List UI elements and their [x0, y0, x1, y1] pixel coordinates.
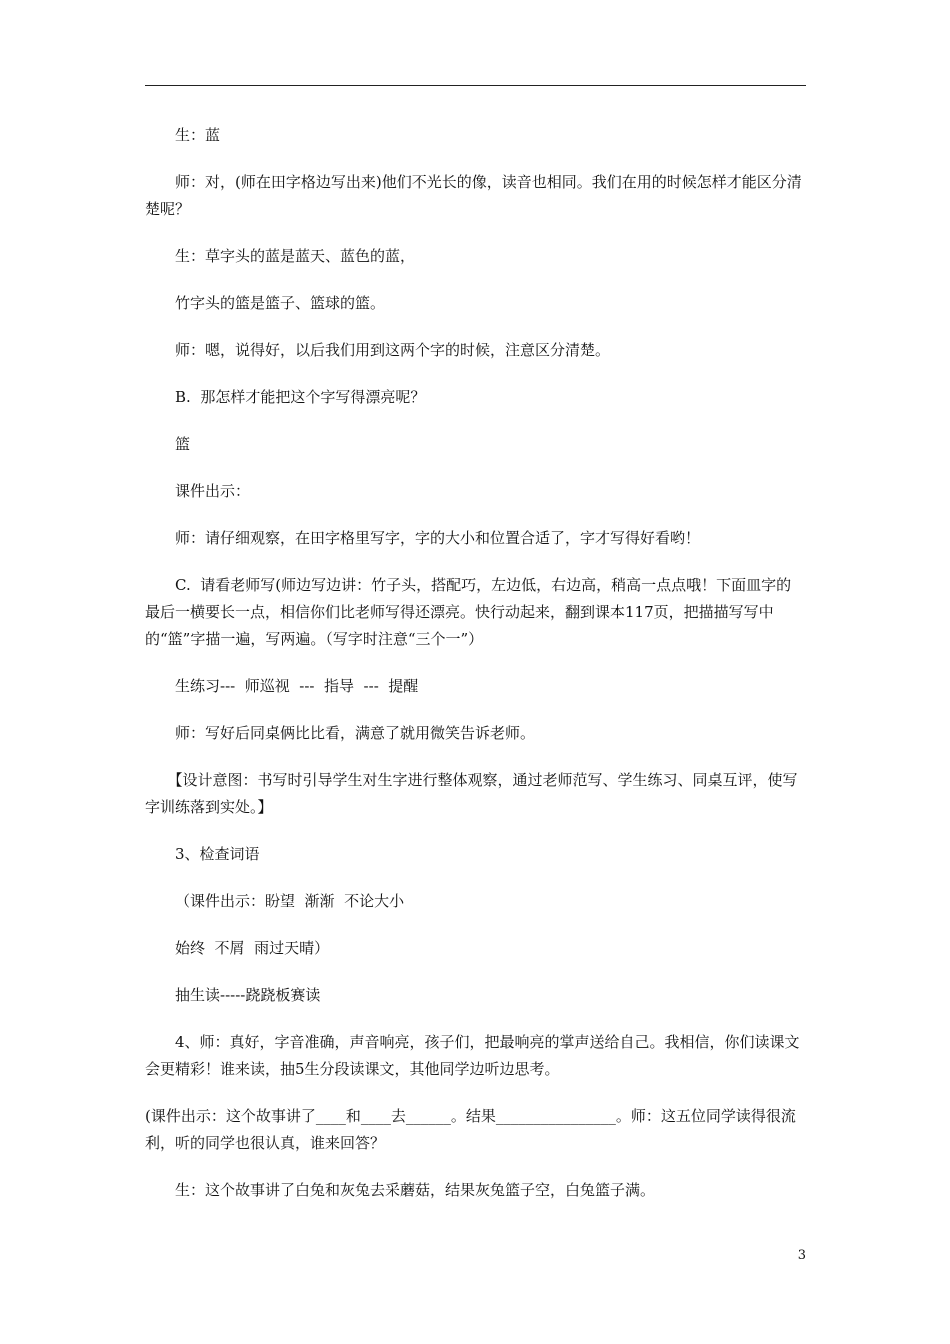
- paragraph-18: 4、师：真好，字音准确，声音响亮，孩子们，把最响亮的掌声送给自己。我相信，你们读课文会更精彩！谁来读，抽5生分段读课文，其他同学边听边思考。: [145, 1033, 800, 1078]
- paragraph-17: 抽生读-----跷跷板赛读: [175, 986, 321, 1004]
- paragraph-8: 课件出示：: [175, 482, 251, 500]
- paragraph-14: 3、检查词语: [175, 845, 260, 863]
- paragraph-3: 生：草字头的蓝是蓝天、蓝色的蓝，: [175, 247, 416, 265]
- paragraph-10: C. 请看老师写(师边写边讲：竹子头，搭配巧，左边低，右边高，稍高一点点哦！下面皿字的最后一横要长一点，相信你们比老师写得还漂亮。快行动起来，翻到课本117页，把描描写写中的“篮”字描一遍，写两遍。（写字时注意“三个一”）: [145, 576, 792, 648]
- paragraph-16: 始终 不屑 雨过天晴）: [175, 939, 330, 957]
- document-body: [145, 122, 806, 1224]
- paragraph-12: 师：写好后同桌俩比比看，满意了就用微笑告诉老师。: [175, 724, 536, 742]
- paragraph-19: (课件出示：这个故事讲了____和____去______。结果________________。师：这五位同学读得很流利，听的同学也很认真，谁来回答？: [145, 1107, 796, 1152]
- paragraph-6: B. 那怎样才能把这个字写得漂亮呢？: [175, 388, 426, 406]
- page-number: 3: [797, 1248, 806, 1263]
- paragraph-5: 师：嗯，说得好，以后我们用到这两个字的时候，注意区分清楚。: [175, 341, 611, 359]
- paragraph-9: 师：请仔细观察，在田字格里写字，字的大小和位置合适了，字才写得好看哟！: [175, 529, 701, 547]
- paragraph-20: 生：这个故事讲了白兔和灰兔去采蘑菇，结果灰兔篮子空，白兔篮子满。: [175, 1181, 656, 1199]
- paragraph-1: 生：蓝: [175, 126, 221, 144]
- paragraph-7: 篮: [175, 435, 191, 453]
- header-rule: [145, 85, 806, 86]
- paragraph-11: 生练习--- 师巡视 --- 指导 --- 提醒: [175, 677, 419, 695]
- design-intent-note: 【设计意图：书写时引导学生对生字进行整体观察，通过老师范写、学生练习、同桌互评，使写字训练落到实处。】: [145, 771, 798, 816]
- paragraph-4: 竹字头的篮是篮子、篮球的篮。: [175, 294, 386, 312]
- paragraph-2: 师：对，(师在田字格边写出来)他们不光长的像，读音也相同。我们在用的时候怎样才能区分清楚呢？: [145, 173, 802, 218]
- paragraph-15: （课件出示：盼望 渐渐 不论大小: [175, 892, 405, 910]
